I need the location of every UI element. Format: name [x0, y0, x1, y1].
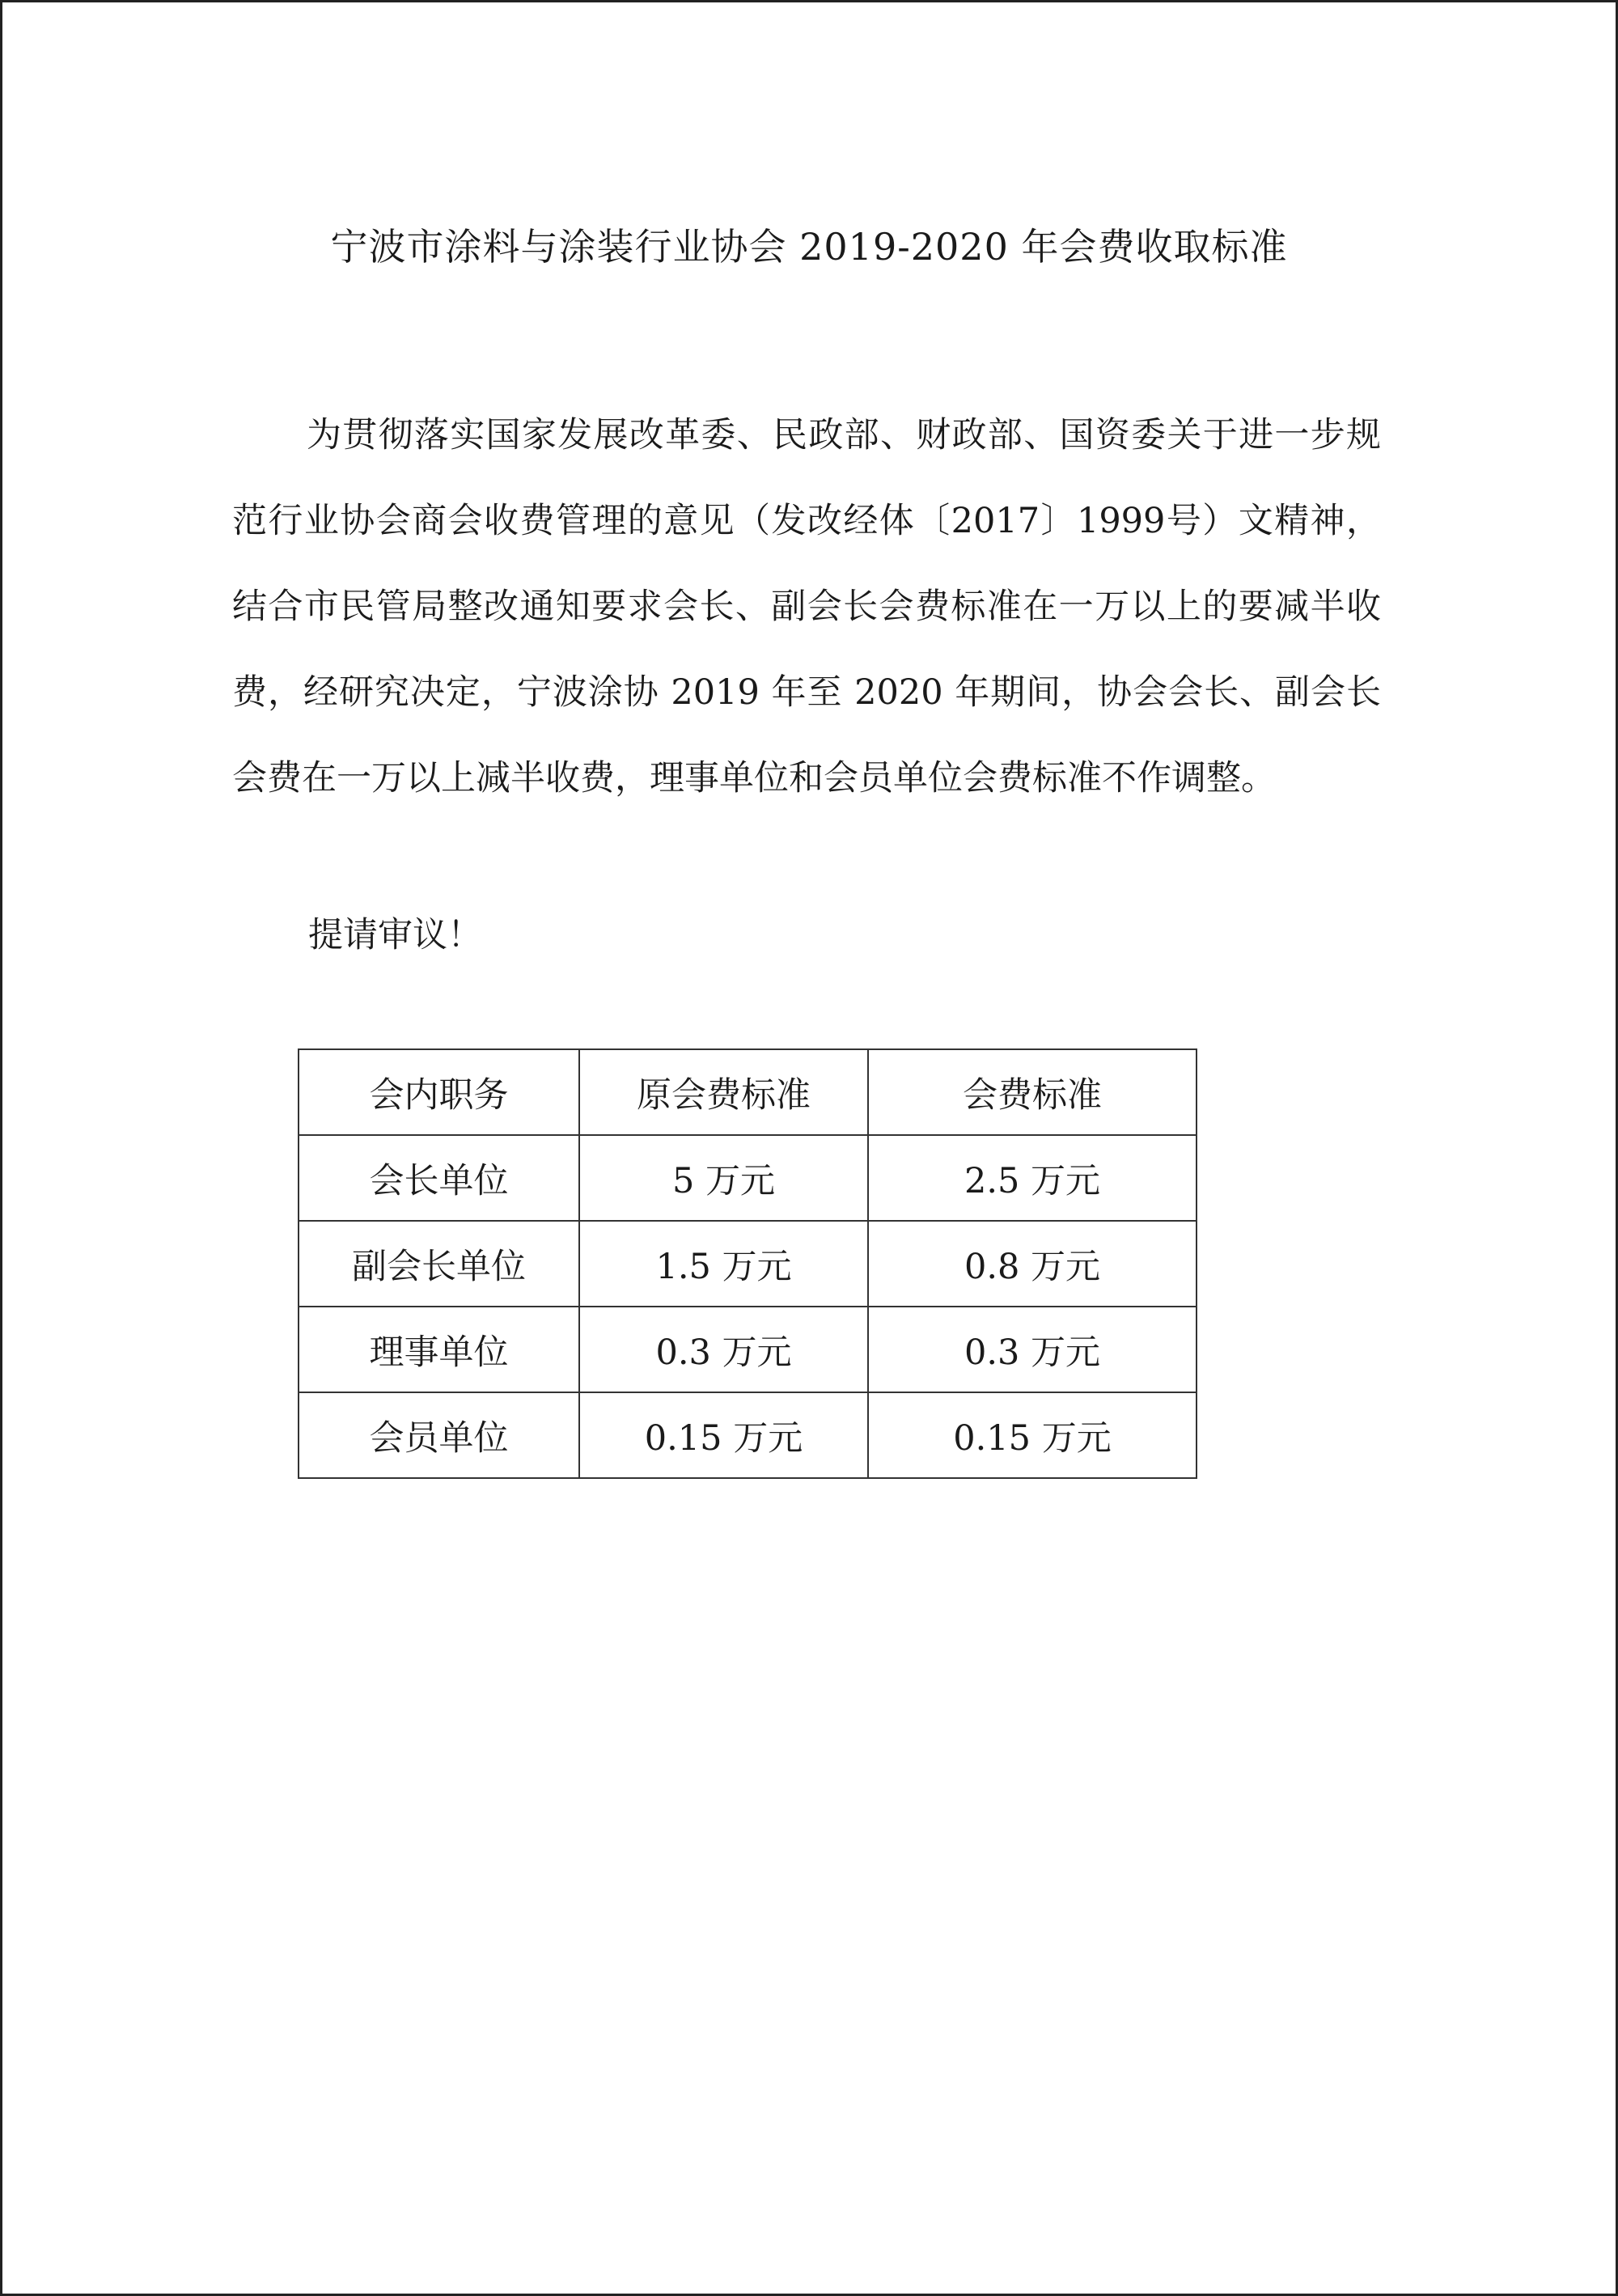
- cell-new-fee: 2.5 万元: [868, 1135, 1197, 1221]
- cell-position: 理事单位: [299, 1307, 579, 1392]
- cell-original-fee: 5 万元: [579, 1135, 868, 1221]
- table-header-row: [299, 1049, 1197, 1135]
- cell-position: 副会长单位: [299, 1221, 579, 1307]
- cell-new-fee: 0.3 万元: [868, 1307, 1197, 1392]
- document-title: 宁波市涂料与涂装行业协会 2019-2020 年会费收取标准: [330, 225, 1288, 269]
- cell-position: 会员单位: [299, 1392, 579, 1478]
- cell-position: 会长单位: [299, 1135, 579, 1221]
- header-position: 会内职务: [299, 1049, 579, 1135]
- cell-new-fee: 0.8 万元: [868, 1221, 1197, 1307]
- body-paragraph: 为贯彻落实国家发展改革委、民政部、财政部、国资委关于进一步规范行业协会商会收费管理的意见（发改经体〔2017〕1999号）文精神，结合市民管局整改通知要求会长、副会长会费标准在一万以上的要减半收费，经研究决定，宁波涂协 2019 年至 2020 年期间，协会会长、副会长会费在一万以上减半收费，理事单位和会员单位会费标准不作调整。: [232, 415, 1381, 799]
- closing-line: 提请审议！: [308, 915, 482, 955]
- cell-original-fee: 0.3 万元: [579, 1307, 868, 1392]
- cell-original-fee: 1.5 万元: [579, 1221, 868, 1307]
- table-row: [299, 1392, 1197, 1478]
- cell-new-fee: 0.15 万元: [868, 1392, 1197, 1478]
- header-new-fee: 会费标准: [868, 1049, 1197, 1135]
- table-row: [299, 1221, 1197, 1307]
- header-original-fee: 原会费标准: [579, 1049, 868, 1135]
- cell-original-fee: 0.15 万元: [579, 1392, 868, 1478]
- table-row: [299, 1307, 1197, 1392]
- fee-table: [298, 1048, 1197, 1479]
- table-row: [299, 1135, 1197, 1221]
